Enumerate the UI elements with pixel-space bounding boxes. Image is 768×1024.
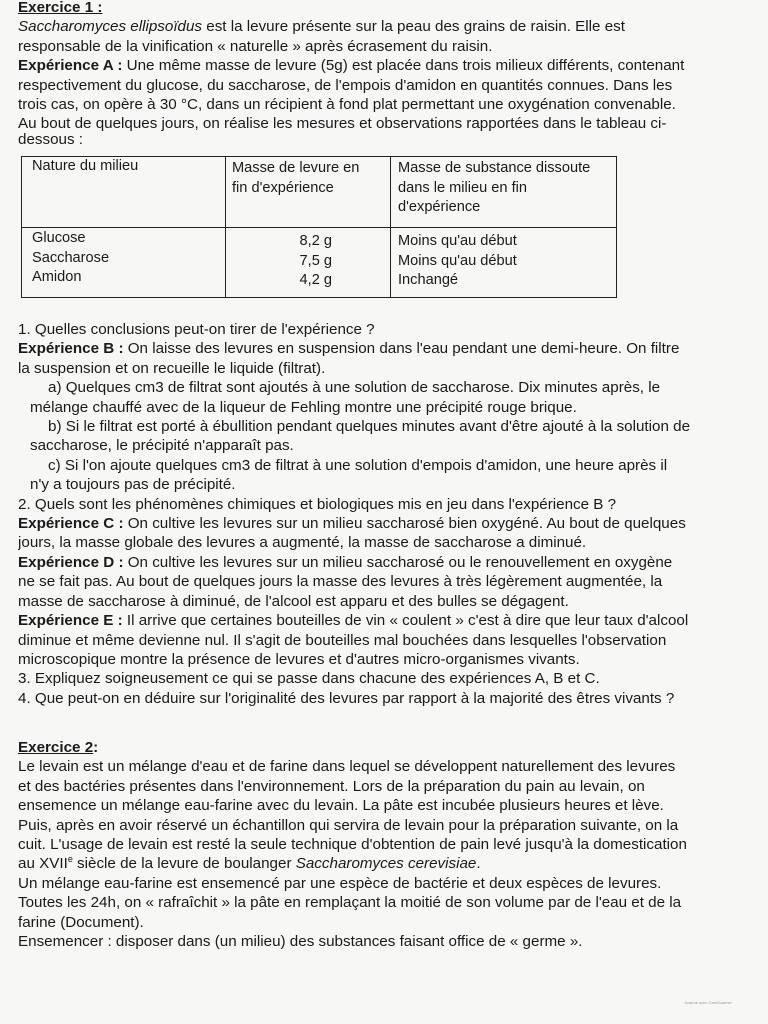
table-header-masse-levure: Masse de levure en fin d'expérience <box>232 160 360 196</box>
experience-e-label: Expérience E : <box>18 612 123 630</box>
experience-b-item: c) Si l'on ajoute quelques cm3 de filtrat à une solution d'empois d'amidon, une heure après il <box>48 456 668 474</box>
experience-b-item: a) Quelques cm3 de filtrat sont ajoutés à une solution de saccharose. Dix minutes après, le <box>48 379 661 397</box>
experience-a-text: respectivement du glucose, du saccharose, de l'empois d'amidon en quantités connues. Dans les <box>18 76 673 94</box>
exercise-2-text: cuit. L'usage de levain est resté la seule technique d'obtention de pain levé jusqu'à la domestication <box>18 836 687 854</box>
experience-c-text: jours, la masse globale des levures a augmenté, la masse de saccharose a diminué. <box>18 534 587 552</box>
table-cell: Amidon <box>32 269 82 285</box>
table-cell: 7,5 g <box>299 252 332 269</box>
experience-a-text: Au bout de quelques jours, on réalise les mesures et observations rapportées dans le tableau ci- <box>18 115 667 133</box>
experience-d-label: Expérience D : <box>18 553 124 571</box>
experience-b-item: mélange chauffé avec de la liqueur de Fehling montre une précipité rouge brique. <box>30 398 577 416</box>
exercise-2-title: Exercice 2 <box>18 739 94 756</box>
experience-a-text: dessous : <box>18 130 84 148</box>
definition-note: Ensemencer : disposer dans (un milieu) des substances faisant office de « germe ». <box>18 933 583 951</box>
species-name: Saccharomyces cerevisiae <box>295 855 477 873</box>
exercise-2-text: et des bactéries présentes dans l'environnement. Lors de la préparation du pain au levain, on <box>18 777 645 795</box>
experience-b-text: On laisse des levures en suspension dans l'eau pendant une demi-heure. On filtre <box>123 340 680 358</box>
exercise-1-questions <box>18 320 746 708</box>
results-table <box>21 156 617 298</box>
exercise-2-text: Un mélange eau-farine est ensemencé par une espèce de bactérie et deux espèces de levures. <box>18 874 662 892</box>
question-2: 2. Quels sont les phénomènes chimiques et biologiques mis en jeu dans l'expérience B ? <box>18 495 617 513</box>
table-header-milieu: Nature du milieu <box>32 158 139 174</box>
experience-c-label: Expérience C : <box>18 515 124 533</box>
experience-b-text: la suspension et on recueille le liquide (filtrat). <box>18 359 326 377</box>
intro-text: est la levure présente sur la peau des grains de raisin. Elle est <box>202 18 625 36</box>
table-cell: Moins qu'au début <box>398 233 517 249</box>
experience-d-text: ne se fait pas. Au bout de quelques jours la masse des levures à très légèrement augmentée, la <box>18 573 663 591</box>
exercise-2-text: Puis, après en avoir réservé un échantillon qui servira de levain pour la préparation suivante, on la <box>18 816 679 834</box>
table-cell: Glucose <box>32 230 86 246</box>
question-4: 4. Que peut-on en déduire sur l'originalité des levures par rapport à la majorité des êtres vivants ? <box>18 689 675 707</box>
table-col-masse <box>272 232 332 291</box>
exercise-2-text: ensemence un mélange eau-farine avec du levain. La pâte est incubée plusieurs heures et lève. <box>18 797 664 815</box>
exercise-2-text: farine (Document). <box>18 913 144 931</box>
experience-e-text: diminue et même devienne nul. Il s'agit de bouteilles mal bouchées dans lesquelles l'observation <box>18 631 667 649</box>
exercise-2: Exercice 2: Le levain est un mélange d'eau et de farine dans lequel se développent naturellement des levures et des bactéries présentes dans l'environnement. Lors de la préparation du pain au levain, on ensemence un mélange eau-farine avec du levain. La pâte est incubée plusieurs heures et lève. Puis, après en avoir réservé un échantillon qui servira de levain pour la préparation suivante, on la cuit. L'usage de levain est resté la seule technique d'obtention de pain levé jusqu'à la domestication au XVIIe siècle de la levure de boulanger Saccharomyces cerevisiae. Un mélange eau-farine est ensemencé par une espèce de bactérie et deux espèces de levures. Toutes les 24h, on « rafraîchit » la pâte en remplaçant la moitié de son volume par de l'eau et de la farine (Document). Ensemencer : disposer dans (un milieu) des substances faisant office de « germe ». <box>18 738 746 951</box>
table-cell: Inchangé <box>398 272 459 288</box>
exercise-2-text: au XVIIe siècle de la levure de boulanger Saccharomyces cerevisiae. <box>18 854 481 873</box>
experience-e-text: Il arrive que certaines bouteilles de vin « coulent » c'est à dire que leur taux d'alcool <box>122 612 689 630</box>
question-1: 1. Quelles conclusions peut-on tirer de l'expérience ? <box>18 321 375 338</box>
experience-a-label: Expérience A : <box>18 57 123 75</box>
table-col-milieu <box>32 229 109 288</box>
intro-text-2: responsable de la vinification « naturelle » après écrasement du raisin. <box>18 37 493 55</box>
scan-watermark: Scanné avec CamScanner <box>684 999 732 1005</box>
table-cell: 4,2 g <box>299 272 332 288</box>
table-header-masse-substance: Masse de substance dissoute dans le milieu en fin d'expérience <box>398 160 591 215</box>
experience-a-text: trois cas, on opère à 30 °C, dans un récipient à fond plat permettant une oxygénation convenable. <box>18 96 676 114</box>
exercise-1-title: Exercice 1 : <box>18 0 103 16</box>
experience-b-item: n'y a toujours pas de précipité. <box>30 476 236 494</box>
experience-e-text: microscopique montre la présence de levures et d'autres micro-organismes vivants. <box>18 650 580 668</box>
experience-d-text: masse de saccharose à diminué, de l'alcool est apparu et des bulles se dégagent. <box>18 592 569 610</box>
experience-a-text: Une même masse de levure (5g) est placée dans trois milieux différents, contenant <box>122 57 685 75</box>
exercise-1-intro <box>18 0 746 149</box>
table-col-substance <box>398 232 517 291</box>
experience-b-item: b) Si le filtrat est porté à ébullition pendant quelques minutes avant d'être ajouté à la solution de <box>48 418 691 436</box>
experience-d-text: On cultive les levures sur un milieu saccharosé ou le renouvellement en oxygène <box>123 553 673 571</box>
table-cell: Moins qu'au début <box>398 252 517 269</box>
exercise-2-text: Le levain est un mélange d'eau et de farine dans lequel se développent naturellement des levures <box>18 758 676 776</box>
experience-b-item: saccharose, le précipité n'apparaît pas. <box>30 437 294 455</box>
exercise-2-text: Toutes les 24h, on « rafraîchit » la pâte en remplaçant la moitié de son volume par de l'eau et de la <box>18 894 682 912</box>
table-cell: Saccharose <box>32 249 110 266</box>
question-3: 3. Expliquez soigneusement ce qui se passe dans chacune des expériences A, B et C. <box>18 670 600 688</box>
experience-b-label: Expérience B : <box>18 340 124 358</box>
species-name: Saccharomyces ellipsoïdus <box>18 18 203 36</box>
experience-c-text: On cultive les levures sur un milieu saccharosé bien oxygéné. Au bout de quelques <box>123 515 686 533</box>
table-cell: 8,2 g <box>299 233 332 249</box>
